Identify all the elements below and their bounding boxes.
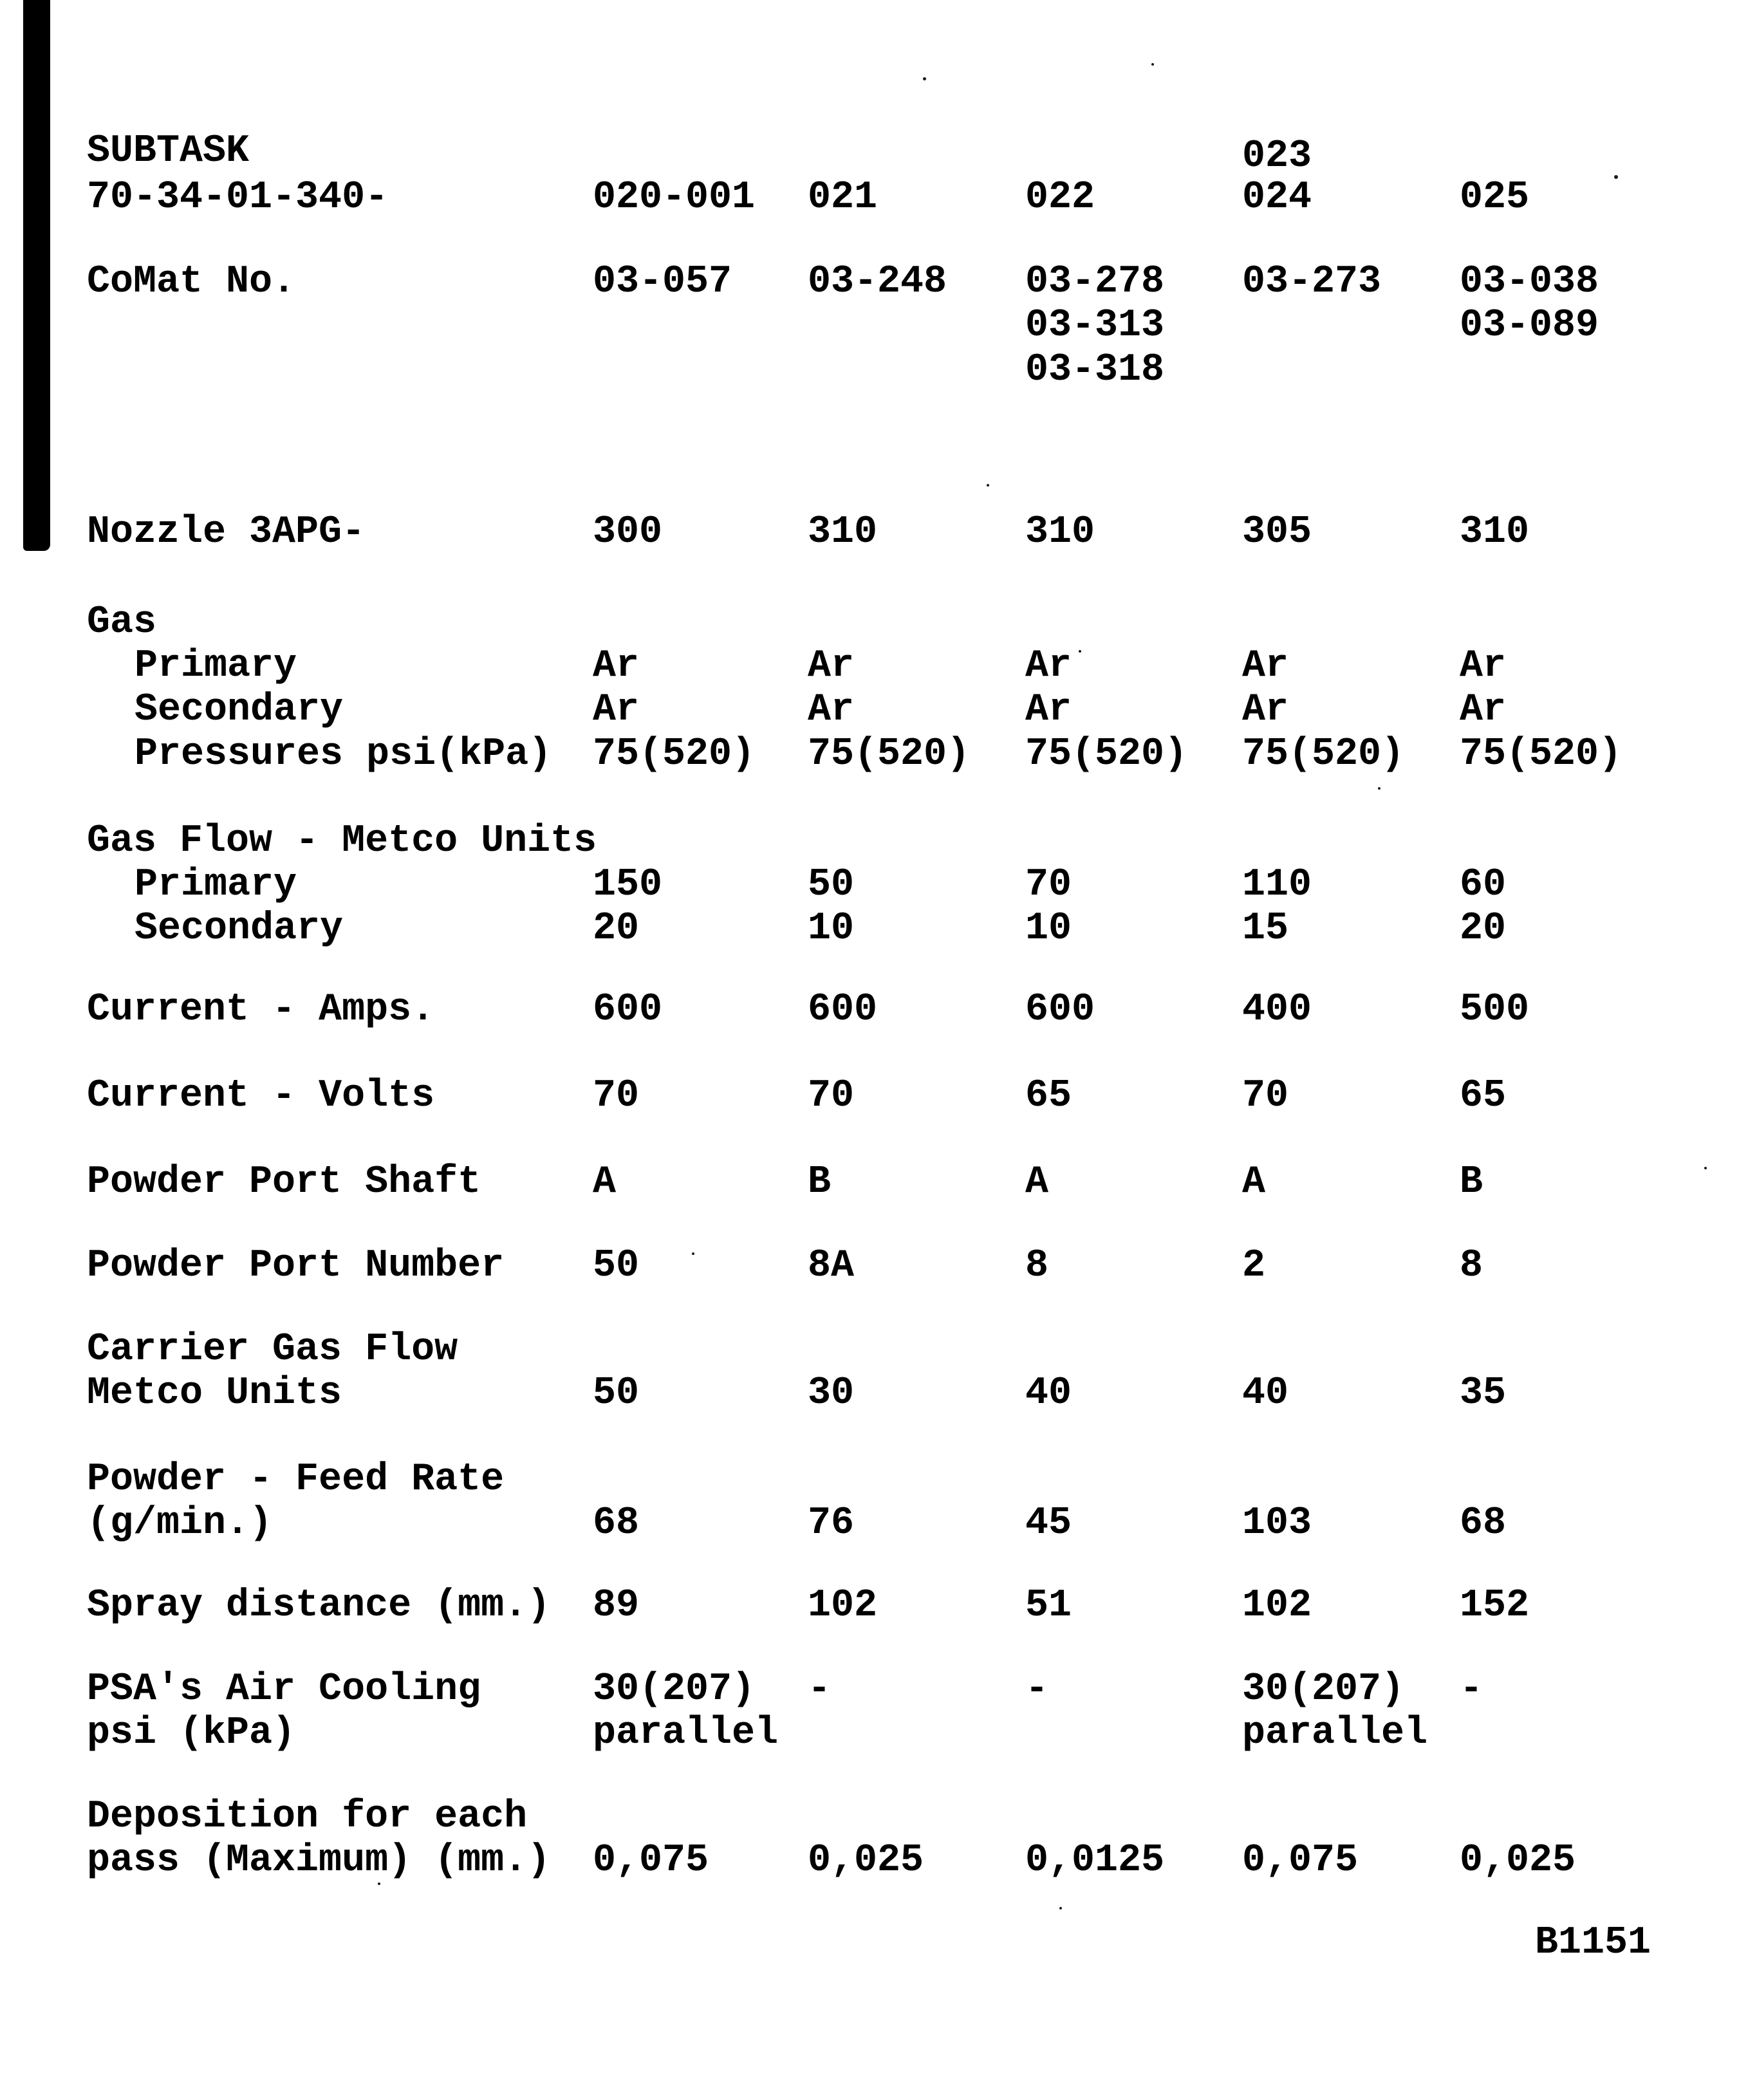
cell-value: 20 [593, 907, 640, 951]
row-label: PSA's Air Cooling [87, 1668, 481, 1711]
noise-dot [692, 1252, 694, 1255]
cell-value: Ar [593, 688, 640, 732]
cell-value: 10 [808, 907, 855, 951]
cell-value: Ar [1460, 688, 1507, 732]
cell-value: 35 [1460, 1371, 1507, 1415]
row-label: Carrier Gas Flow [87, 1328, 458, 1371]
noise-dot [1704, 1167, 1707, 1169]
row-label: Primary [135, 863, 297, 907]
cell-value: 0,025 [808, 1839, 924, 1882]
cell-value: 68 [593, 1501, 640, 1545]
cell-value: 0,075 [1242, 1839, 1359, 1882]
cell-value: Ar [1242, 688, 1289, 732]
cell-value: 50 [593, 1371, 640, 1415]
cell-value: 0,0125 [1025, 1839, 1165, 1882]
cell-value: 152 [1460, 1584, 1530, 1628]
row-label: Powder - Feed Rate [87, 1458, 505, 1501]
cell-value: B [1460, 1160, 1483, 1204]
cell-value: Ar [1025, 688, 1072, 732]
cell-value: 150 [593, 863, 663, 907]
row-label: (g/min.) [87, 1501, 273, 1545]
cell-value: 51 [1025, 1584, 1072, 1628]
noise-dot [378, 1882, 380, 1885]
column-header: 024 [1242, 176, 1312, 219]
noise-dot [923, 77, 926, 80]
cell-value: 03-273 [1242, 260, 1382, 304]
cell-value: 110 [1242, 863, 1312, 907]
cell-value: 70 [808, 1074, 855, 1118]
cell-value: - [1025, 1668, 1049, 1711]
cell-value: 300 [593, 510, 663, 554]
cell-value: 40 [1242, 1371, 1289, 1415]
cell-value: A [1242, 1160, 1266, 1204]
cell-value: - [1460, 1668, 1483, 1711]
noise-dot [1378, 787, 1380, 790]
row-label: Pressures psi(kPa) [135, 732, 552, 776]
cell-value: Ar [808, 688, 855, 732]
cell-value: 60 [1460, 863, 1507, 907]
cell-value: 102 [1242, 1584, 1312, 1628]
cell-value: 2 [1242, 1244, 1266, 1288]
cell-value: A [1025, 1160, 1049, 1204]
cell-value: 03-248 [808, 260, 947, 304]
noise-dot [1614, 175, 1618, 179]
column-header: 025 [1460, 176, 1530, 219]
cell-value: 305 [1242, 510, 1312, 554]
cell-value: 8 [1025, 1244, 1049, 1288]
cell-value: Ar [593, 644, 640, 688]
row-label: Gas [87, 600, 157, 644]
cell-value: A [593, 1160, 617, 1204]
cell-value: 75(520) [1460, 732, 1622, 776]
cell-value: 75(520) [1242, 732, 1405, 776]
cell-value: 600 [808, 988, 878, 1032]
row-label: Current - Amps. [87, 988, 435, 1032]
cell-value: 03-318 [1025, 348, 1165, 392]
scan-artifact-bar [23, 0, 50, 551]
row-label: Powder Port Number [87, 1244, 505, 1288]
column-header: 020-001 [593, 176, 756, 219]
cell-value: 103 [1242, 1501, 1312, 1545]
cell-value: Ar [1460, 644, 1507, 688]
cell-value: 65 [1025, 1074, 1072, 1118]
cell-value: 75(520) [593, 732, 756, 776]
column-header: 022 [1025, 176, 1095, 219]
cell-value: 600 [1025, 988, 1095, 1032]
cell-value: 75(520) [808, 732, 971, 776]
cell-value: B [808, 1160, 832, 1204]
row-label: Metco Units [87, 1371, 342, 1415]
row-label: pass (Maximum) (mm.) [87, 1839, 551, 1882]
figure-code: B1151 [1535, 1921, 1651, 1965]
cell-value: parallel [593, 1711, 779, 1755]
row-label: Gas Flow - Metco Units [87, 819, 597, 863]
cell-value: 03-313 [1025, 304, 1165, 348]
row-label: Powder Port Shaft [87, 1160, 481, 1204]
row-label: Secondary [135, 907, 344, 951]
cell-value: - [808, 1668, 832, 1711]
cell-value: Ar [808, 644, 855, 688]
cell-value: 310 [1025, 510, 1095, 554]
cell-value: 30 [808, 1371, 855, 1415]
cell-value: 45 [1025, 1501, 1072, 1545]
cell-value: 0,075 [593, 1839, 709, 1882]
cell-value: parallel [1242, 1711, 1428, 1755]
cell-value: 600 [593, 988, 663, 1032]
cell-value: 70 [1242, 1074, 1289, 1118]
noise-dot [1079, 650, 1081, 653]
cell-value: 40 [1025, 1371, 1072, 1415]
row-label: Nozzle 3APG- [87, 510, 366, 554]
table-title: SUBTASK [87, 129, 250, 173]
row-label: psi (kPa) [87, 1711, 296, 1755]
noise-dot [1059, 1907, 1062, 1910]
cell-value: 50 [808, 863, 855, 907]
row-label: Spray distance (mm.) [87, 1584, 551, 1628]
noise-dot [1151, 63, 1154, 66]
cell-value: 03-089 [1460, 304, 1599, 348]
noise-dot [987, 484, 989, 487]
row-label: Primary [135, 644, 297, 688]
cell-value: 70 [593, 1074, 640, 1118]
cell-value: 8A [808, 1244, 855, 1288]
cell-value: 310 [808, 510, 878, 554]
column-header: 023 [1242, 135, 1312, 178]
cell-value: 500 [1460, 988, 1530, 1032]
cell-value: 102 [808, 1584, 878, 1628]
row-label: Current - Volts [87, 1074, 435, 1118]
row-label: Secondary [135, 688, 344, 732]
cell-value: 03-057 [593, 260, 732, 304]
cell-value: 89 [593, 1584, 640, 1628]
cell-value: 310 [1460, 510, 1530, 554]
cell-value: 30(207) [593, 1668, 756, 1711]
cell-value: 0,025 [1460, 1839, 1576, 1882]
cell-value: 20 [1460, 907, 1507, 951]
cell-value: 10 [1025, 907, 1072, 951]
cell-value: 30(207) [1242, 1668, 1405, 1711]
cell-value: 68 [1460, 1501, 1507, 1545]
cell-value: 76 [808, 1501, 855, 1545]
table-title: 70-34-01-340- [87, 176, 389, 219]
cell-value: 50 [593, 1244, 640, 1288]
cell-value: Ar [1242, 644, 1289, 688]
cell-value: 03-038 [1460, 260, 1599, 304]
cell-value: 03-278 [1025, 260, 1165, 304]
cell-value: 400 [1242, 988, 1312, 1032]
cell-value: 15 [1242, 907, 1289, 951]
row-label: Deposition for each [87, 1795, 528, 1839]
cell-value: 70 [1025, 863, 1072, 907]
cell-value: 65 [1460, 1074, 1507, 1118]
column-header: 021 [808, 176, 878, 219]
cell-value: 75(520) [1025, 732, 1188, 776]
cell-value: 8 [1460, 1244, 1483, 1288]
row-label: CoMat No. [87, 260, 296, 304]
cell-value: Ar [1025, 644, 1072, 688]
